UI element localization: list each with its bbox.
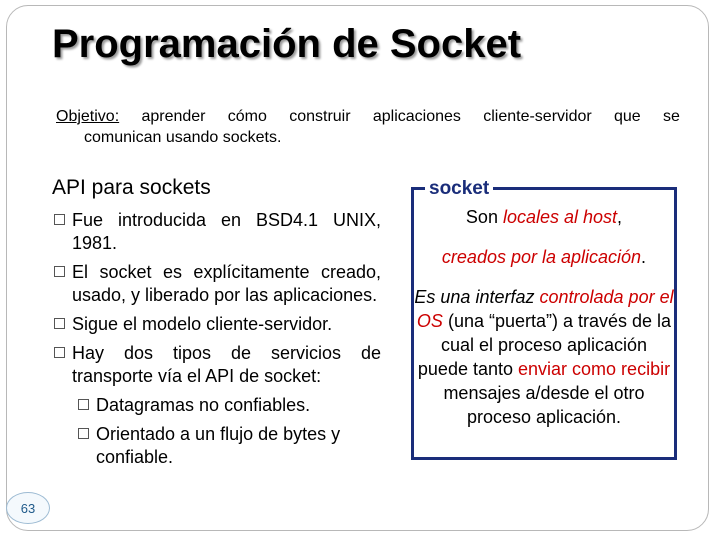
sub-list-item <box>76 394 381 417</box>
text-plain: , <box>617 207 623 227</box>
socket-box-label: socket <box>425 178 493 200</box>
bullet-box-icon <box>54 347 65 358</box>
text-plain: Son <box>465 207 498 227</box>
bullet-text: Fue introducida en BSD4.1 UNIX, 1981. <box>72 210 381 253</box>
objective-word: que <box>614 108 641 125</box>
api-bullet-list <box>52 209 381 475</box>
objective-label: Objetivo: <box>56 108 120 125</box>
text-highlight: controlada por el OS <box>416 287 674 331</box>
bullet-box-icon <box>78 428 89 439</box>
bullet-box-icon <box>78 399 89 410</box>
socket-paragraph-1 <box>414 205 674 229</box>
socket-definition-text <box>414 205 674 429</box>
text-italic: Es una interfaz <box>414 287 535 307</box>
objective-word: cómo <box>227 108 267 125</box>
list-item <box>52 209 381 255</box>
socket-paragraph-2 <box>414 245 674 269</box>
bullet-text: Sigue el modelo cliente-servidor. <box>72 314 333 334</box>
sub-bullet-text: Datagramas no confiables. <box>96 395 311 415</box>
bullet-box-icon <box>54 318 65 329</box>
objective-word: aplicaciones <box>372 108 461 125</box>
objective-word: construir <box>289 108 351 125</box>
objective-line2: comunican usando sockets. <box>84 129 282 146</box>
text-plain: . <box>641 247 647 267</box>
objective-line1 <box>56 106 680 127</box>
text-highlight: enviar como recibir <box>518 359 671 379</box>
sub-list-item <box>76 423 381 469</box>
bullet-box-icon <box>54 266 65 277</box>
list-item <box>52 313 381 336</box>
objective-text <box>56 106 680 148</box>
text-plain: mensajes a/desde el otro proceso aplicación. <box>443 383 645 427</box>
text-highlight: creados por la aplicación <box>441 247 642 267</box>
bullet-box-icon <box>54 214 65 225</box>
socket-paragraph-3 <box>414 285 674 429</box>
text-plain: (una “puerta”) a través de la cual el proceso aplicación puede tanto <box>417 311 672 379</box>
page-number: 63 <box>6 492 50 524</box>
slide-title: Programación de Socket <box>52 22 522 66</box>
objective-word: aprender <box>141 108 206 125</box>
text-highlight: locales al host <box>502 207 618 227</box>
list-item <box>52 342 381 388</box>
list-item <box>52 261 381 307</box>
objective-word: cliente-servidor <box>483 108 592 125</box>
bullet-text: El socket es explícitamente creado, usado, y liberado por las aplicaciones. <box>72 262 381 305</box>
api-heading: API para sockets <box>52 176 211 199</box>
bullet-text: Hay dos tipos de servicios de transporte vía el API de socket: <box>72 343 381 386</box>
objective-word: se <box>663 108 680 125</box>
sub-bullet-text: Orientado a un flujo de bytes y confiable. <box>96 424 341 467</box>
